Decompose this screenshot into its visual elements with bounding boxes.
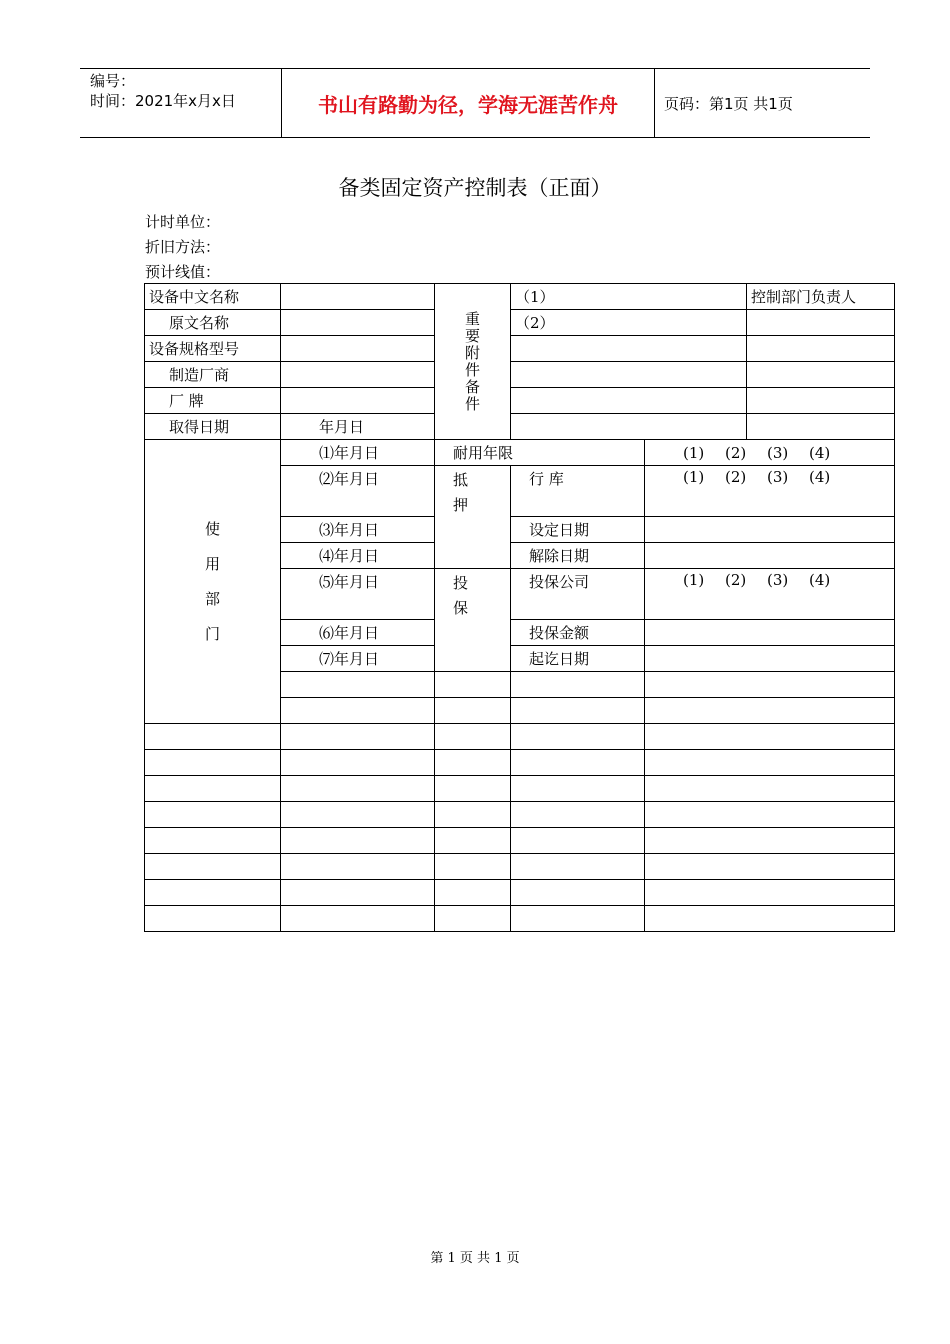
insure-company-values[interactable]: (1) (2) (3) (4) [645, 569, 895, 620]
label-release-date: 解除日期 [511, 543, 645, 569]
label-life: 耐用年限 [435, 440, 645, 466]
blank-cell[interactable] [435, 698, 511, 724]
field-spec[interactable] [281, 336, 435, 362]
page-header [80, 68, 870, 138]
use-date-7[interactable]: ⑺年月日 [281, 646, 435, 672]
label-brand: 厂 牌 [145, 388, 281, 414]
use-date-6[interactable]: ⑹年月日 [281, 620, 435, 646]
field-period[interactable] [645, 646, 895, 672]
table-row [145, 906, 895, 932]
field-name-cn[interactable] [281, 284, 435, 310]
insure-label: 投 保 [435, 569, 511, 672]
field-dept-3[interactable] [747, 336, 895, 362]
meta-method: 折旧方法： [145, 238, 221, 256]
field-name-orig[interactable] [281, 310, 435, 336]
field-dept-6[interactable] [747, 414, 895, 440]
blank-cell[interactable] [511, 698, 645, 724]
table-row [145, 802, 895, 828]
table-row [145, 750, 895, 776]
use-date-5[interactable]: ⑸年月日 [281, 569, 435, 620]
part-1[interactable]: （1） [511, 284, 747, 310]
label-acquired: 取得日期 [145, 414, 281, 440]
field-insure-amount[interactable] [645, 620, 895, 646]
label-maker: 制造厂商 [145, 362, 281, 388]
document-title: 备类固定资产控制表（正面） [338, 176, 612, 200]
table-row [145, 776, 895, 802]
label-period: 起讫日期 [511, 646, 645, 672]
blank-cell[interactable] [511, 672, 645, 698]
label-set-date: 设定日期 [511, 517, 645, 543]
label-name-orig: 原文名称 [145, 310, 281, 336]
use-dept-label: 使 用 部 门 [145, 440, 281, 724]
field-release-date[interactable] [645, 543, 895, 569]
header-divider [654, 69, 655, 137]
part-5[interactable] [511, 388, 747, 414]
label-spec: 设备规格型号 [145, 336, 281, 362]
field-brand[interactable] [281, 388, 435, 414]
table-row [145, 724, 895, 750]
part-6[interactable] [511, 414, 747, 440]
motto: 书山有路勤为径，学海无涯苦作舟 [318, 92, 618, 117]
field-maker[interactable] [281, 362, 435, 388]
parts-label: 重 要 附 件 备 件 [435, 284, 511, 440]
blank-cell[interactable] [281, 698, 435, 724]
blank-cell[interactable] [645, 698, 895, 724]
label-dept-head: 控制部门负责人 [747, 284, 895, 310]
blank-cell[interactable] [435, 672, 511, 698]
use-date-3[interactable]: ⑶年月日 [281, 517, 435, 543]
time-label: 时间：2021年x月x日 [90, 92, 236, 110]
asset-control-table [144, 283, 895, 932]
field-dept-4[interactable] [747, 362, 895, 388]
part-4[interactable] [511, 362, 747, 388]
page-footer: 第 1 页 共 1 页 [430, 1251, 520, 1266]
field-dept-5[interactable] [747, 388, 895, 414]
field-dept-head[interactable] [747, 310, 895, 336]
label-name-cn: 设备中文名称 [145, 284, 281, 310]
page-info: 页码：第1页 共1页 [664, 94, 793, 113]
part-3[interactable] [511, 336, 747, 362]
label-insure-amount: 投保金额 [511, 620, 645, 646]
field-set-date[interactable] [645, 517, 895, 543]
bank-values[interactable]: (1) (2) (3) (4) [645, 466, 895, 517]
field-acquired[interactable]: 年月日 [281, 414, 435, 440]
life-values[interactable]: (1) (2) (3) (4) [645, 440, 895, 466]
use-date-4[interactable]: ⑷年月日 [281, 543, 435, 569]
number-label: 编号： [90, 72, 136, 90]
meta-residual: 预计线值： [145, 263, 221, 281]
blank-cell[interactable] [281, 672, 435, 698]
label-insure-company: 投保公司 [511, 569, 645, 620]
use-date-2[interactable]: ⑵年月日 [281, 466, 435, 517]
table-row [145, 828, 895, 854]
mortgage-label: 抵 押 [435, 466, 511, 569]
label-bank: 行 库 [511, 466, 645, 517]
meta-unit: 计时单位： [145, 213, 221, 231]
table-row [145, 880, 895, 906]
blank-cell[interactable] [645, 672, 895, 698]
part-2[interactable]: （2） [511, 310, 747, 336]
use-date-1[interactable]: ⑴年月日 [281, 440, 435, 466]
table-row [145, 854, 895, 880]
header-left [90, 71, 236, 111]
